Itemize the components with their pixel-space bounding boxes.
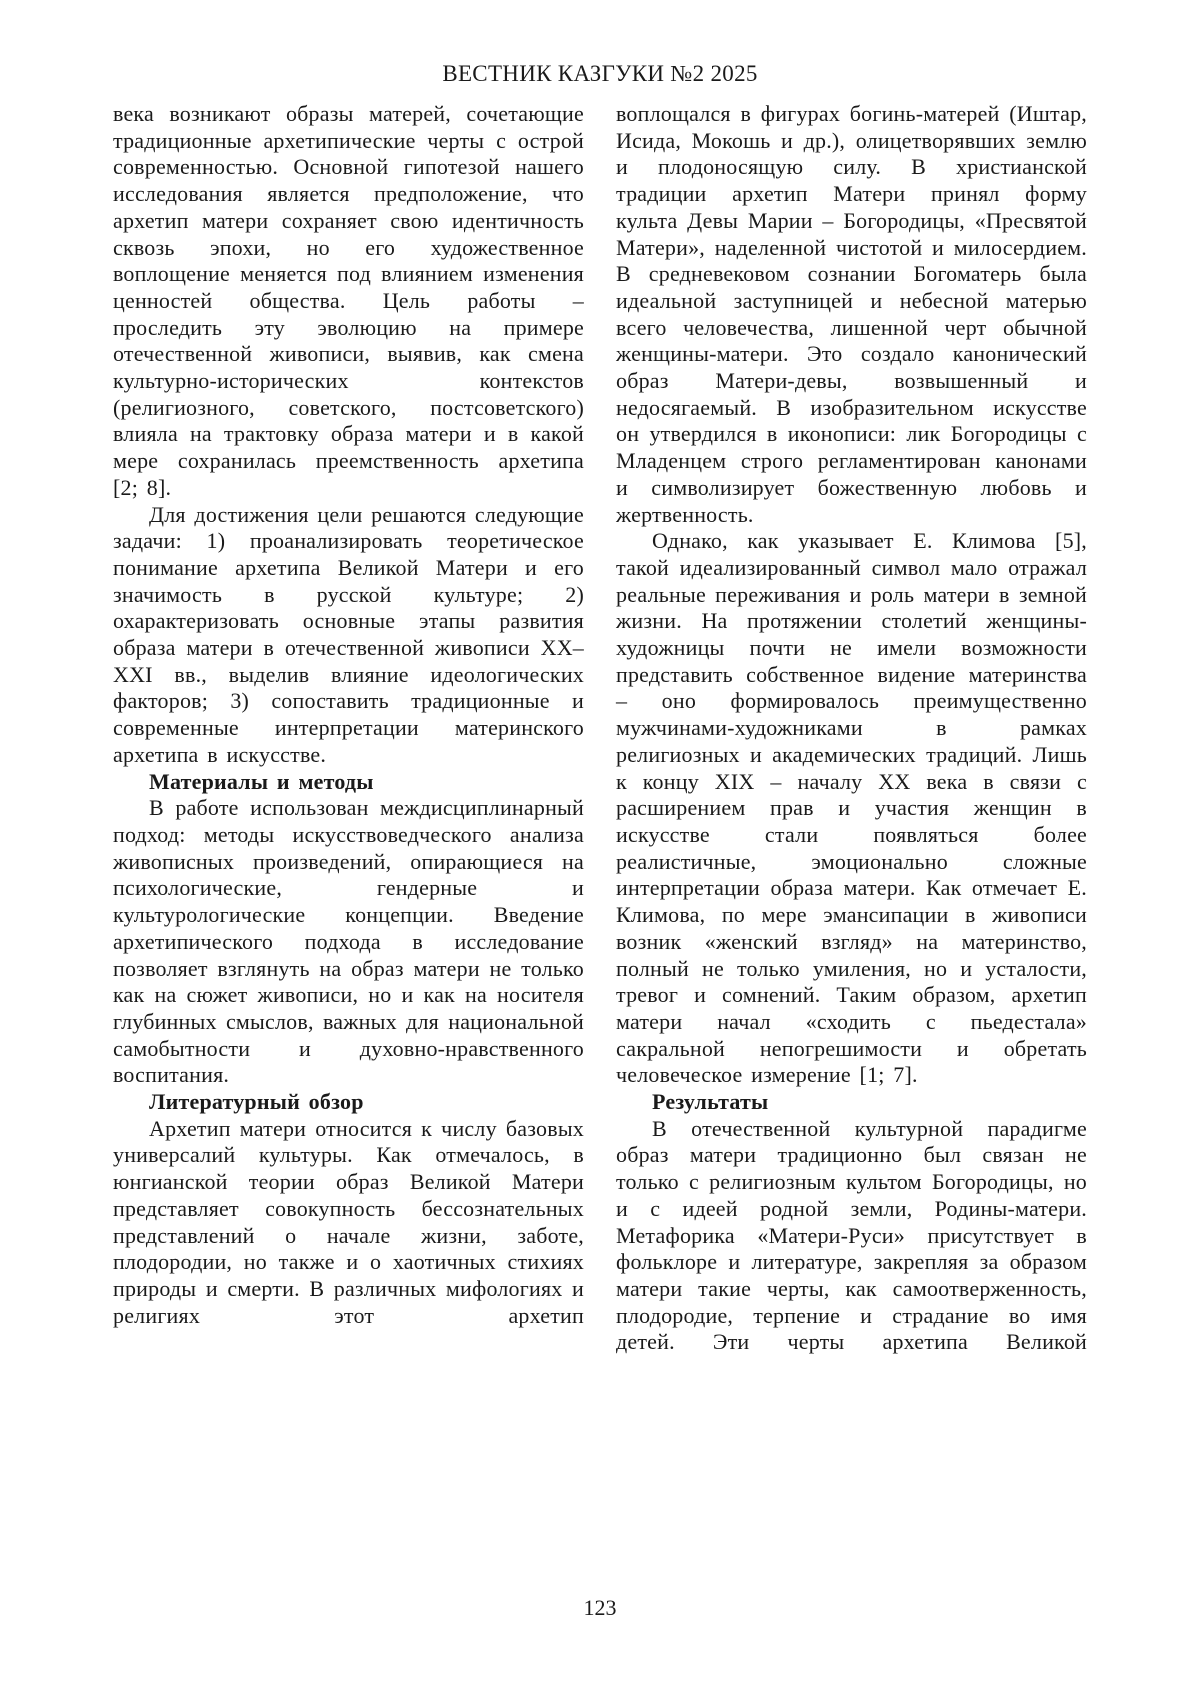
page-number: 123: [583, 1595, 617, 1620]
paragraph: века возникают образы матерей, сочетающие традиционные архетипические черты с острой современностью. Основной гипотезой нашего исследования является предположение, что архетип матери сохраняет свою идентичность сквозь эпохи, но его художественное воплощение меняется под влиянием изменения ценностей общества. Цель работы – проследить эту эволюцию на примере отечественной живописи, выявив, как смена культурно-исторических контекстов (религиозного, советского, постсоветского) влияла на трактовку образа матери и в какой мере сохранилась преемственность архетипа [2; 8].: [113, 101, 584, 500]
paragraph: В отечественной культурной парадигме образ матери традиционно был связан не только с религиозным культом Богородицы, но и с идеей родной земли, Родины-матери. Метафорика «Матери-Руси» присутствует в фольклоре и литературе, закрепляя за образом матери такие черты, как самоотверженность, плодородие, терпение и страдание во имя детей. Эти черты архетипа Великой: [616, 1115, 1087, 1355]
section-heading: Материалы и методы: [149, 768, 374, 794]
section-heading: Результаты: [652, 1089, 769, 1115]
paragraph: воплощался в фигурах богинь-матерей (Иштар, Исида, Мокошь и др.), олицетворявших землю и плодоносящую силу. В христианской традиции архетип Матери принял форму культа Девы Марии – Богородицы, «Пресвятой Матери», наделенной чистотой и милосердием. В средневековом сознании Богоматерь была идеальной заступницей и небесной матерью всего человечества, лишенной черт обычной женщины-матери. Это создало канонический образ Матери-девы, возвышенный и недосягаемый. В изобразительном искусстве он утвердился в иконописи: лик Богородицы с Младенцем строго регламентирован канонами и символизирует божественную любовь и жертвенность.: [616, 101, 1087, 527]
paragraph: Однако, как указывает Е. Климова [5], такой идеализированный символ мало отражал реальные переживания и роль матери в земной жизни. На протяжении столетий женщины-художницы почти не имели возможности представить собственное видение материнства – оно формировалось преимущественно мужчинами-художниками в рамках религиозных и академических традиций. Лишь к концу XIX – началу XX века в связи с расширением прав и участия женщин в искусстве стали появляться более реалистичные, эмоционально сложные интерпретации образа матери. Как отмечает Е. Климова, по мере эмансипации в живописи возник «женский взгляд» на материнство, полный не только умиления, но и усталости, тревог и сомнений. Таким образом, архетип матери начал «сходить с пьедестала» сакральной непогрешимости и обретать человеческое измерение [1; 7].: [616, 528, 1087, 1088]
two-column-layout: [113, 101, 1087, 1356]
journal-header: ВЕСТНИК КАЗГУКИ №2 2025: [442, 61, 758, 86]
paragraph: В работе использован междисциплинарный подход: методы искусствоведческого анализа живописных произведений, опирающиеся на психологические, гендерные и культурологические концепции. Введение архетипического подхода в исследование позволяет взглянуть на образ матери не только как на сюжет живописи, но и как на носителя глубинных смыслов, важных для национальной самобытности и духовно-нравственного воспитания.: [113, 795, 584, 1088]
paragraph: Для достижения цели решаются следующие задачи: 1) проанализировать теоретическое понимание архетипа Великой Матери и его значимость в русской культуре; 2) охарактеризовать основные этапы развития образа матери в отечественной живописи XX–XXI вв., выделив влияние идеологических факторов; 3) сопоставить традиционные и современные интерпретации материнского архетипа в искусстве.: [113, 501, 584, 767]
left-column: [113, 101, 584, 1356]
paragraph: Архетип матери относится к числу базовых универсалий культуры. Как отмечалось, в юнгианской теории образ Великой Матери представляет совокупность бессознательных представлений о начале жизни, заботе, плодородии, но также и о хаотичных стихиях природы и смерти. В различных мифологиях и религиях этот архетип: [113, 1115, 584, 1328]
section-heading: Литературный обзор: [149, 1089, 364, 1115]
right-column: [616, 101, 1087, 1356]
